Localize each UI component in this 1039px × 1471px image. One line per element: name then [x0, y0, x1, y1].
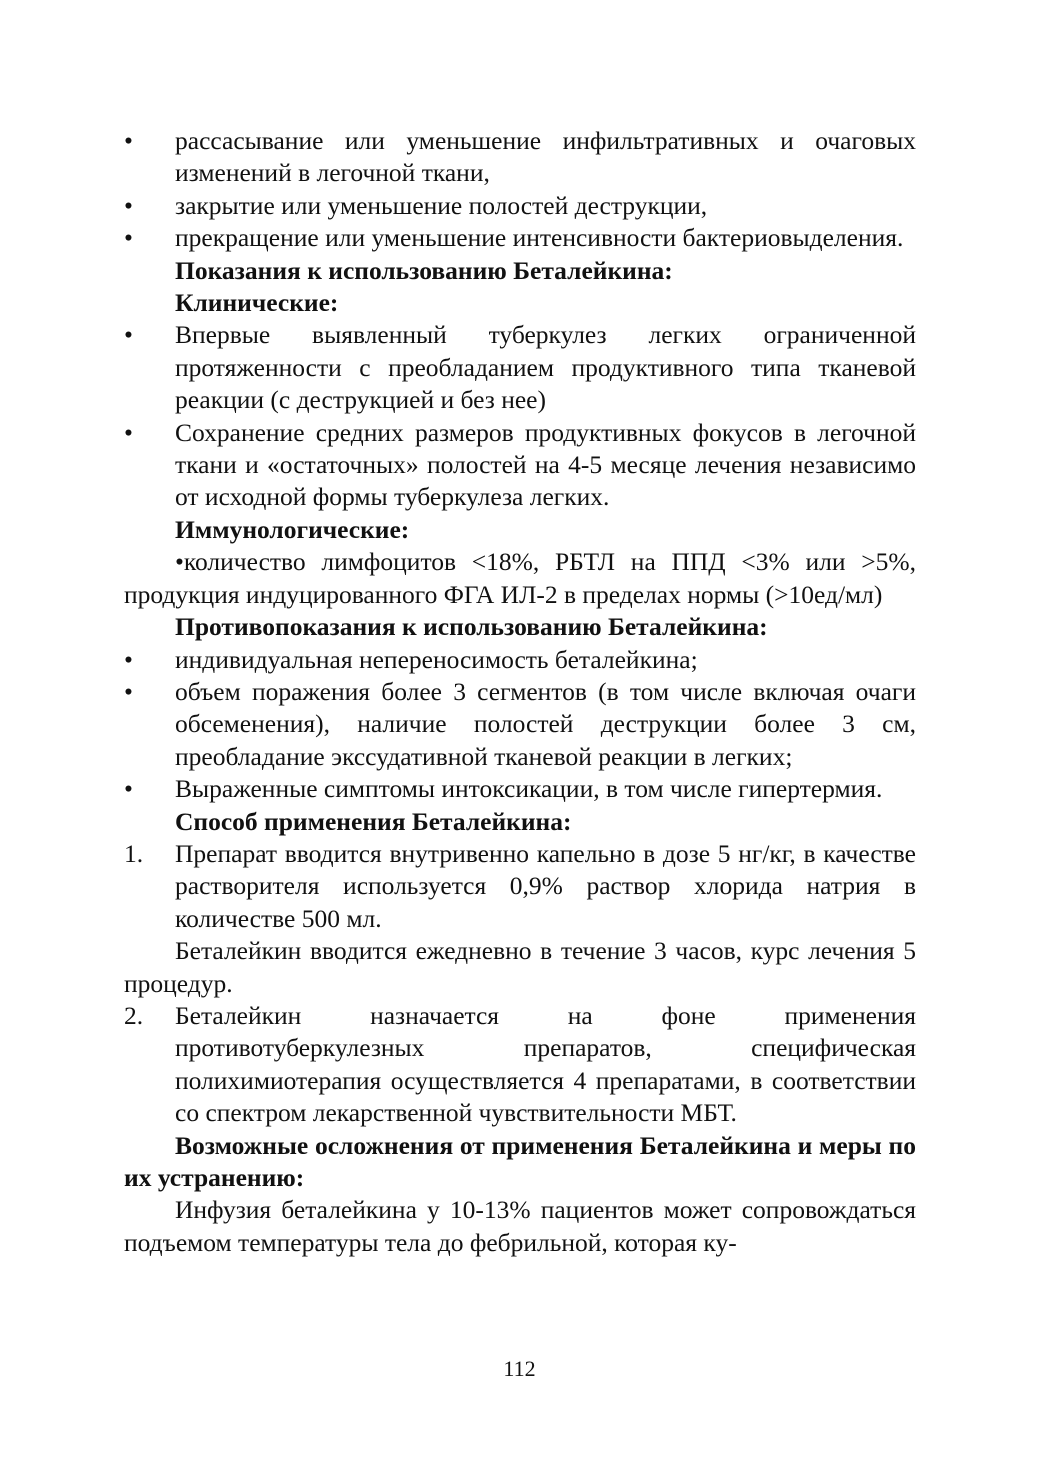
bullet-marker: •	[124, 417, 133, 447]
heading-indications: Показания к использованию Беталейкина:	[175, 255, 673, 285]
course-paragraph: Беталейкин вводится ежедневно в течение 3 часов, курс лечения 5 процедур.	[124, 936, 916, 998]
list-item-text: Сохранение средних размеров продуктивных фокусов в легочной ткани и «остаточных» полостей на 4-5 месяце лечения независимо от исходной формы туберкулеза легких.	[175, 417, 916, 512]
bullet-marker: •	[124, 223, 133, 253]
list-item	[124, 222, 916, 254]
heading-clinical: Клинические:	[175, 288, 339, 318]
list-item-text: Впервые выявленный туберкулез легких ограниченной протяженности с преобладанием продуктивного типа тканевой реакции (с деструкцией и без нее)	[175, 320, 916, 415]
numbered-item-text: Препарат вводится внутривенно капельно в дозе 5 нг/кг, в качестве растворителя используется 0,9% раствор хлорида натрия в количестве 500 мл.	[175, 838, 916, 933]
bullet-marker: •	[124, 190, 133, 220]
list-item-text: прекращение или уменьшение интенсивности бактериовыделения.	[175, 223, 904, 253]
numbered-item	[124, 838, 916, 935]
immunological-criteria-paragraph: •количество лимфоцитов <18%, РБТЛ на ППД <3% или >5%, продукция индуцированного ФГА ИЛ-2 в пределах нормы (>10ед/мл)	[124, 547, 916, 609]
list-item	[124, 676, 916, 773]
list-item	[124, 190, 916, 222]
heading-immunological: Иммунологические:	[175, 514, 410, 544]
bullet-marker: •	[124, 774, 133, 804]
page-body	[124, 125, 916, 1259]
bullet-marker: •	[124, 676, 133, 706]
page-number: 112	[503, 1356, 536, 1381]
list-item	[124, 644, 916, 676]
list-item-text: объем поражения более 3 сегментов (в том числе включая очаги обсеменения), наличие полостей деструкции более 3 см, преобладание экссудативной тканевой реакции в легких;	[175, 676, 916, 771]
heading-method: Способ применения Беталейкина:	[175, 806, 572, 836]
numbered-item	[124, 1000, 916, 1130]
list-item	[124, 125, 916, 190]
bullet-marker: •	[124, 320, 133, 350]
list-item	[124, 319, 916, 416]
list-item-text: индивидуальная непереносимость беталейкина;	[175, 644, 698, 674]
bullet-marker: •	[124, 644, 133, 674]
number-marker: 2.	[124, 1000, 144, 1030]
bullet-marker: •	[124, 126, 133, 155]
list-item	[124, 417, 916, 514]
heading-complications: Возможные осложнения от применения Беталейкина и меры по их устранению:	[124, 1130, 916, 1192]
numbered-item-text: Беталейкин назначается на фоне применения противотуберкулезных препаратов, специфическая полихимиотерапия осуществляется 4 препаратами, в соответствии со спектром лекарственной чувствительности МБТ.	[175, 1000, 916, 1128]
infusion-paragraph: Инфузия беталейкина у 10-13% пациентов может сопровождаться подъемом температуры тела до фебрильной, которая ку-	[124, 1195, 916, 1257]
list-item	[124, 773, 916, 805]
list-item-text: закрытие или уменьшение полостей деструкции,	[175, 190, 708, 220]
number-marker: 1.	[124, 838, 144, 868]
list-item-text: Выраженные симптомы интоксикации, в том числе гипертермия.	[175, 774, 883, 804]
heading-contraindications: Противопоказания к использованию Беталейкина:	[175, 612, 768, 642]
list-item-text: рассасывание или уменьшение инфильтративных и очаговых изменений в легочной ткани,	[175, 126, 916, 188]
